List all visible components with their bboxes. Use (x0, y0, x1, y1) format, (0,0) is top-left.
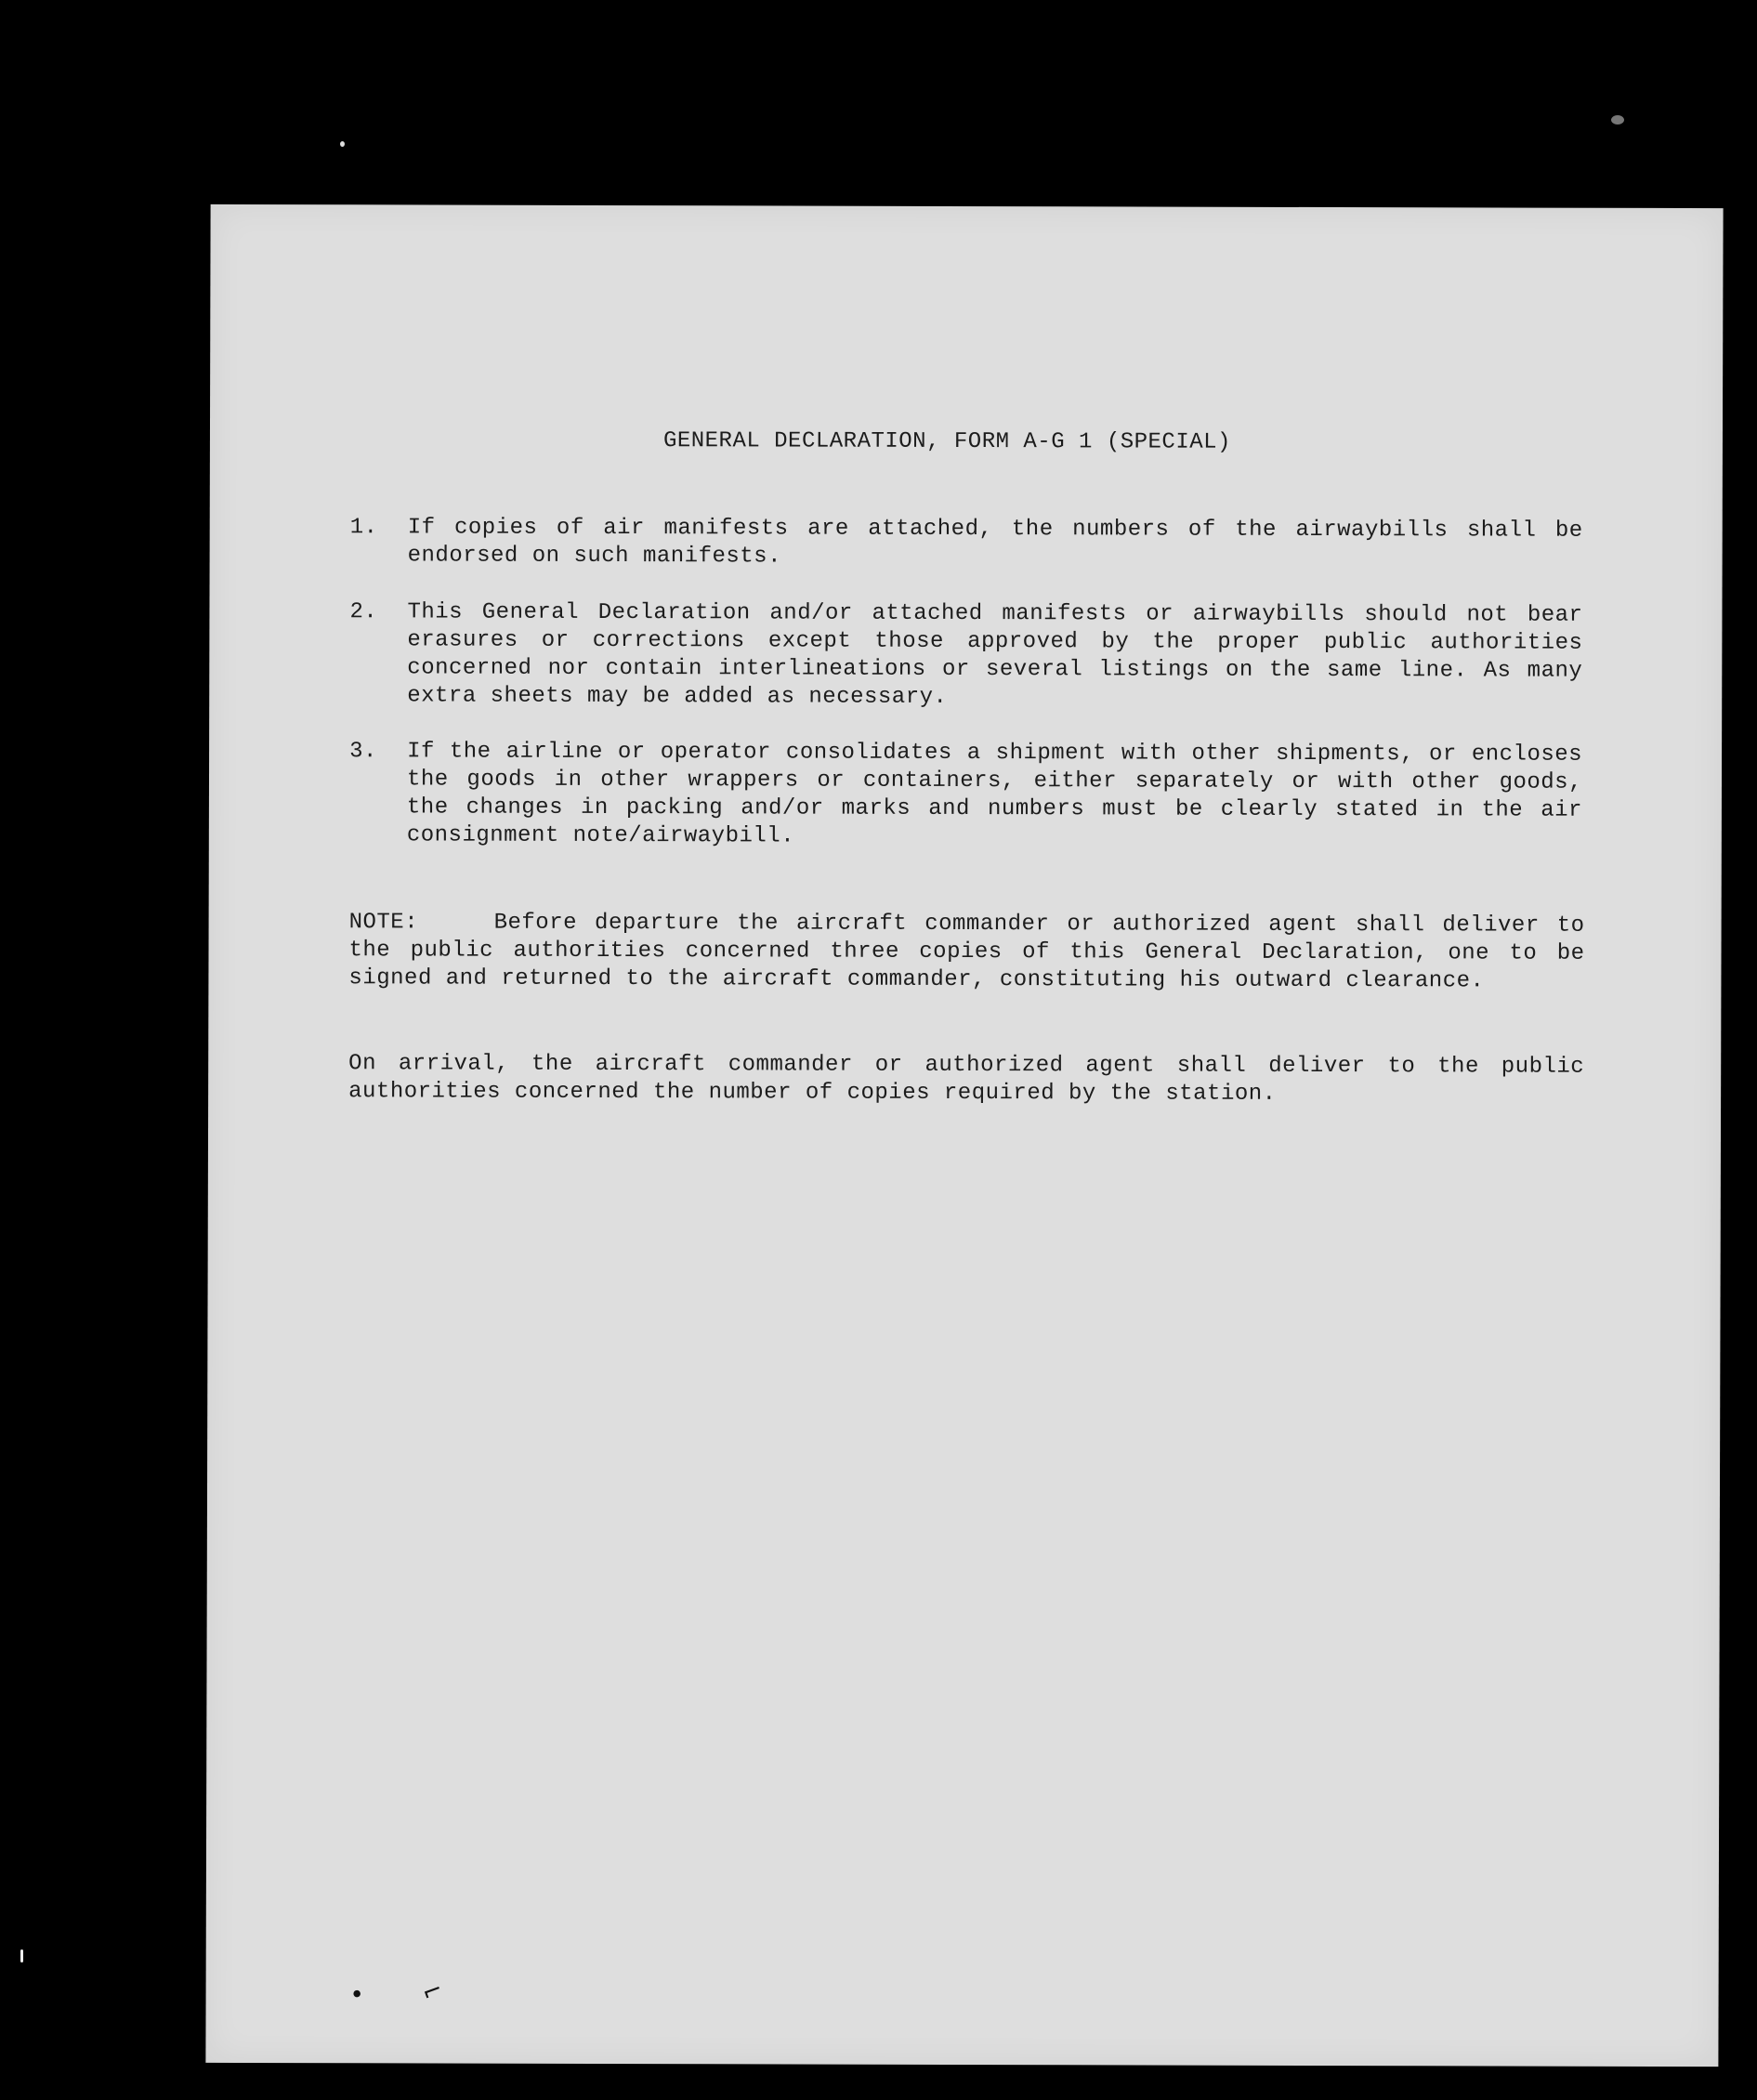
item-number: 2. (349, 599, 378, 625)
ink-mark: • (349, 1981, 364, 2010)
item-text: If copies of air manifests are attached, the numbers of the airwaybills shall be endorsed on such manifests. (407, 515, 1583, 570)
instruction-item-3 (349, 738, 1590, 849)
document-sheet (205, 204, 1723, 2067)
item-number: 1. (349, 515, 378, 541)
item-number: 3. (349, 739, 377, 765)
note-paragraph (348, 909, 1584, 995)
arrival-paragraph: On arrival, the aircraft commander or authorized agent shall deliver to the public authorities concerned the number of copies required by the station. (348, 1051, 1585, 1107)
note-label: NOTE: (348, 910, 419, 936)
dust-speck (340, 141, 345, 147)
ink-mark: ⌐ (418, 1975, 447, 2009)
instruction-item-1 (349, 514, 1591, 570)
dust-speck (20, 1949, 23, 1962)
item-text: If the airline or operator consolidates a shipment with other shipments, or encloses the goods in other wrappers or containers, either separately or with other goods, the changes in packing and/or marks and numbers must be clearly stated in the air consignment note/airwaybill. (406, 739, 1583, 849)
note-text: Before departure the aircraft commander or authorized agent shall deliver to the public authorities concerned three copies of this General Declaration, one to be signed and returned to the aircraft commander, constituting his outward clearance. (348, 910, 1585, 994)
dust-speck (1611, 115, 1624, 125)
document-title: GENERAL DECLARATION, FORM A-G 1 (SPECIAL) (662, 428, 1231, 455)
instruction-item-2 (349, 598, 1591, 710)
item-text: This General Declaration and/or attached manifests or airwaybills should not bear erasures or corrections except those approved by the proper public authorities concerned nor contain interlineations or several listings on the same line. As many extra sheets may be added as necessary. (407, 599, 1583, 710)
